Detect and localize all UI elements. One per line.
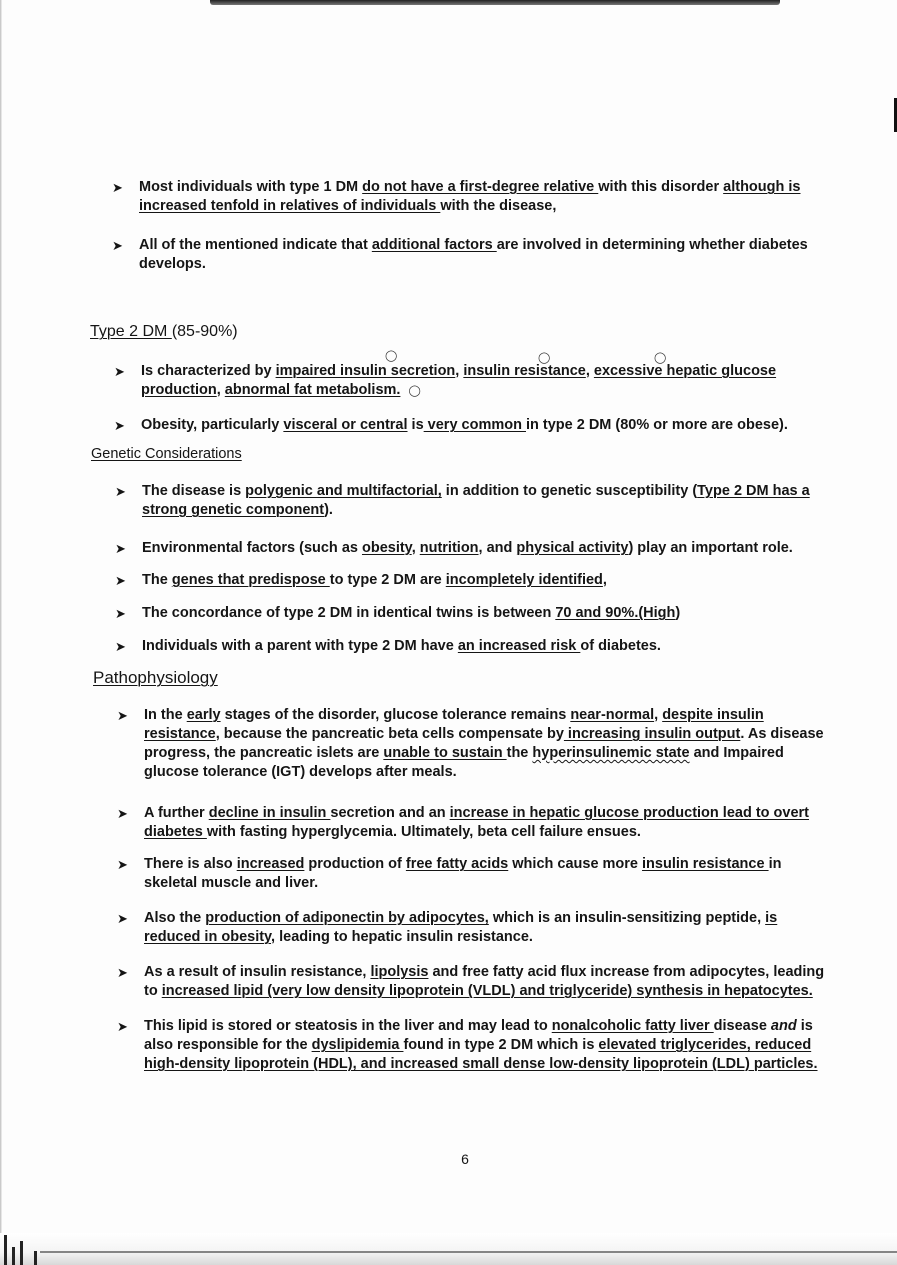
genetic-bullet-3	[115, 571, 822, 590]
text-run: with this disorder	[598, 179, 724, 195]
underlined-run: do not have a first-degree relative	[362, 179, 599, 195]
underlined-run: is reduced in obesity	[144, 910, 778, 945]
underlined-run: impaired insulin secretion	[275, 363, 456, 379]
text-run: found in type 2 DM which is	[403, 1037, 599, 1053]
patho-bullet-6	[117, 1017, 834, 1074]
section-heading-pathophysiology	[93, 668, 218, 688]
text-run: and Impaired glucose tolerance (IGT) develops after meals.	[144, 745, 784, 780]
italic-run: and	[770, 1018, 797, 1034]
arrowhead-bullet-icon: ➤	[112, 180, 123, 195]
text-run: )	[675, 605, 681, 621]
underlined-run: increased lipid (very low density lipoprotein (VLDL) and triglyceride) synthesis in hepatocytes.	[161, 983, 813, 999]
text-run: to type 2 DM are	[329, 572, 446, 588]
text-run: ,	[654, 707, 663, 723]
underlined-run: excessive hepatic glucose production	[141, 363, 777, 398]
patho-bullet-2	[117, 804, 824, 842]
text-run: Is characterized by	[141, 363, 276, 379]
section-heading-type2	[90, 322, 238, 342]
underlined-run: although is increased tenfold in relatives of individuals	[139, 179, 801, 214]
patho-bullet-4	[117, 909, 830, 947]
scan-corner-marks	[0, 1231, 48, 1265]
text-run: with the disease,	[440, 198, 557, 214]
section-heading-genetic	[91, 445, 242, 464]
underlined-run: nonalcoholic fatty liver	[551, 1018, 714, 1034]
text-run: which cause more	[508, 856, 643, 872]
text-run: , leading to hepatic insulin resistance.	[271, 929, 533, 945]
scan-edge-top	[210, 0, 780, 5]
underlined-run: 70 and 90%.(High	[555, 605, 676, 621]
text-run: Also the	[144, 910, 206, 926]
heading-underlined: Genetic Considerations	[91, 446, 242, 462]
text-run: All of the mentioned indicate that	[139, 237, 372, 253]
text-run: stages of the disorder, glucose tolerance remains	[220, 707, 571, 723]
text-run: ,	[411, 540, 420, 556]
handwritten-mark-icon: ◯	[385, 349, 398, 362]
text-run: Individuals with a parent with type 2 DM have	[142, 638, 458, 654]
underlined-run: incompletely identified	[445, 572, 603, 588]
underlined-run: increasing insulin output	[563, 726, 741, 742]
text-run: secretion and an	[330, 805, 450, 821]
underlined-run: nutrition	[419, 540, 479, 556]
arrowhead-bullet-icon: ➤	[115, 484, 126, 499]
text-run: ,	[216, 382, 225, 398]
text-run: , and	[478, 540, 517, 556]
text-run: ) play an important role.	[628, 540, 793, 556]
text-run: Obesity, particularly	[141, 417, 284, 433]
arrowhead-bullet-icon: ➤	[117, 708, 128, 723]
arrowhead-bullet-icon: ➤	[117, 806, 128, 821]
arrowhead-bullet-icon: ➤	[115, 606, 126, 621]
text-run: is	[407, 417, 424, 433]
text-run: with fasting hyperglycemia. Ultimately, beta cell failure ensues.	[206, 824, 641, 840]
scan-edge-left	[0, 0, 2, 1265]
underlined-run: insulin resistance	[463, 363, 586, 379]
arrowhead-bullet-icon: ➤	[117, 911, 128, 926]
underlined-run: hyperinsulinemic state	[532, 745, 690, 761]
arrowhead-bullet-icon: ➤	[115, 541, 126, 556]
underlined-run: increased	[236, 856, 305, 872]
underlined-run: lipolysis	[370, 964, 429, 980]
underlined-run: obesity	[361, 540, 412, 556]
arrowhead-bullet-icon: ➤	[117, 1019, 128, 1034]
underlined-run: physical activity	[516, 540, 629, 556]
text-run: ,	[455, 363, 464, 379]
genetic-bullet-2	[115, 539, 822, 558]
text-run: ).	[324, 502, 333, 518]
arrowhead-bullet-icon: ➤	[115, 573, 126, 588]
underlined-run: very common	[423, 417, 526, 433]
underlined-run: abnormal fat metabolism.	[224, 382, 401, 398]
underlined-run: free fatty acids	[405, 856, 509, 872]
arrowhead-bullet-icon: ➤	[117, 965, 128, 980]
underlined-run: Type 2 DM has a strong genetic component	[142, 483, 810, 518]
text-run: ,	[602, 572, 607, 588]
underlined-run: elevated triglycerides, reduced high-density lipoprotein (HDL), and increased small dense low-density lipoprotein (LDL) particles.	[144, 1037, 818, 1072]
patho-bullet-1	[117, 706, 832, 782]
text-run: There is also	[144, 856, 237, 872]
text-run: is also responsible for the	[144, 1018, 813, 1053]
handwritten-mark-icon: ◯	[654, 351, 667, 364]
page-number: 6	[461, 1151, 469, 1167]
arrowhead-bullet-icon: ➤	[112, 238, 123, 253]
underlined-run: increase in hepatic glucose production lead to overt diabetes	[144, 805, 810, 840]
text-run: , because the pancreatic beta cells compensate by	[215, 726, 564, 742]
underlined-run: polygenic and multifactorial,	[245, 483, 442, 499]
text-run: The	[142, 572, 172, 588]
genetic-bullet-1	[115, 482, 814, 520]
text-run: in skeletal muscle and liver.	[144, 856, 782, 891]
text-run: are involved in determining whether diabetes develops.	[139, 237, 808, 272]
underlined-run: additional factors	[371, 237, 497, 253]
handwritten-mark-icon: ◯	[538, 351, 551, 364]
text-run: ,	[585, 363, 594, 379]
intro-bullet-2	[112, 236, 829, 274]
scan-edge-bottom	[0, 1233, 897, 1265]
heading-underlined: Pathophysiology	[93, 668, 218, 687]
text-run: A further	[144, 805, 209, 821]
underlined-run: unable to sustain	[383, 745, 507, 761]
text-run: and free fatty acid flux increase from adipocytes, leading to	[144, 964, 825, 999]
text-run: The concordance of type 2 DM in identical twins is between	[142, 605, 556, 621]
patho-bullet-3	[117, 855, 830, 893]
arrowhead-bullet-icon: ➤	[115, 639, 126, 654]
text-run: The disease is	[142, 483, 246, 499]
text-run: Environmental factors (such as	[142, 540, 362, 556]
text-run: As a result of insulin resistance,	[144, 964, 371, 980]
underlined-run: near-normal	[570, 707, 655, 723]
text-run: production of	[304, 856, 406, 872]
arrowhead-bullet-icon: ➤	[114, 364, 125, 379]
underlined-run: genes that predispose	[171, 572, 330, 588]
text-run: of diabetes.	[580, 638, 661, 654]
patho-bullet-5	[117, 963, 830, 1001]
text-run: This lipid is stored or steatosis in the liver and may lead to	[144, 1018, 552, 1034]
intro-bullet-1	[112, 178, 829, 216]
scan-bottom-line	[40, 1251, 897, 1253]
underlined-run: decline in insulin	[208, 805, 331, 821]
text-run: in addition to genetic susceptibility (	[441, 483, 698, 499]
underlined-run: production of adiponectin by adipocytes,	[205, 910, 489, 926]
genetic-bullet-5	[115, 637, 822, 656]
underlined-run: visceral or central	[283, 417, 408, 433]
heading-underlined: Type 2 DM	[90, 323, 172, 340]
text-run: the	[506, 745, 533, 761]
text-run: which is an insulin-sensitizing peptide,	[488, 910, 766, 926]
text-run: disease	[713, 1018, 771, 1034]
underlined-run: dyslipidemia	[311, 1037, 404, 1053]
type2-bullet-1	[114, 362, 821, 400]
handwritten-mark-icon: ◯	[408, 384, 421, 397]
underlined-run: despite insulin resistance	[144, 707, 764, 742]
genetic-bullet-4	[115, 604, 822, 623]
heading-rest: (85-90%)	[171, 323, 238, 340]
text-run: . As disease progress, the pancreatic islets are	[144, 726, 824, 761]
text-run: in type 2 DM (80% or more are obese).	[525, 417, 788, 433]
text-run: Most individuals with type 1 DM	[139, 179, 363, 195]
underlined-run: insulin resistance	[642, 856, 769, 872]
text-run: In the	[144, 707, 187, 723]
underlined-run: early	[186, 707, 221, 723]
underlined-run: an increased risk	[457, 638, 581, 654]
type2-bullet-2	[114, 416, 821, 435]
arrowhead-bullet-icon: ➤	[117, 857, 128, 872]
arrowhead-bullet-icon: ➤	[114, 418, 125, 433]
